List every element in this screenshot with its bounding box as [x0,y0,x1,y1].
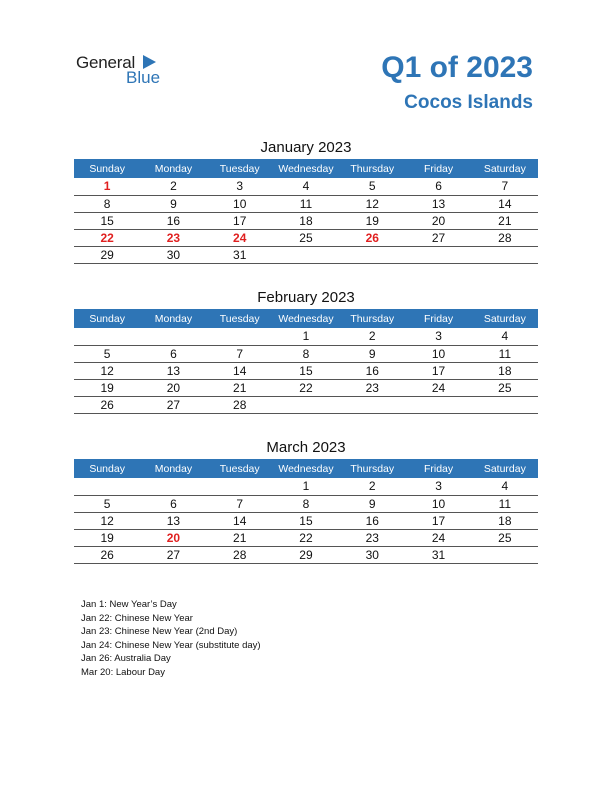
day-cell: 5 [339,178,405,195]
day-cell: 7 [207,495,273,512]
empty-day-cell [472,246,538,263]
page-subtitle: Cocos Islands [404,92,533,113]
weekday-header: Wednesday [273,459,339,478]
empty-day-cell [207,478,273,495]
day-cell: 8 [273,345,339,362]
weekday-header: Sunday [74,459,140,478]
week-row [74,178,538,195]
empty-day-cell [405,396,471,413]
day-cell: 26 [339,229,405,246]
day-cell: 6 [405,178,471,195]
weekday-header-row [74,459,538,478]
day-cell: 7 [472,178,538,195]
month-title: March 2023 [266,439,346,456]
day-cell: 13 [140,362,206,379]
day-cell: 25 [273,229,339,246]
empty-day-cell [273,246,339,263]
week-row [74,345,538,362]
week-row [74,495,538,512]
day-cell: 4 [273,178,339,195]
logo-text-general: General [76,53,136,72]
day-cell: 24 [405,529,471,546]
weekday-header: Friday [405,459,471,478]
day-cell: 14 [207,362,273,379]
day-cell: 3 [405,328,471,345]
week-row [74,396,538,413]
empty-day-cell [74,328,140,345]
day-cell: 3 [405,478,471,495]
logo [76,53,176,89]
day-cell: 17 [405,362,471,379]
day-cell: 19 [74,529,140,546]
day-cell: 28 [472,229,538,246]
week-row [74,328,538,345]
empty-day-cell [472,546,538,563]
day-cell: 1 [273,478,339,495]
day-cell: 16 [140,212,206,229]
day-cell: 15 [273,362,339,379]
weekday-header: Tuesday [207,459,273,478]
day-cell: 22 [273,379,339,396]
day-cell: 16 [339,512,405,529]
weekday-header: Thursday [339,459,405,478]
day-cell: 7 [207,345,273,362]
day-cell: 23 [339,529,405,546]
day-cell: 31 [405,546,471,563]
day-cell: 18 [273,212,339,229]
empty-day-cell [273,396,339,413]
day-cell: 19 [74,379,140,396]
month-grid [74,309,538,414]
week-row [74,512,538,529]
day-cell: 28 [207,396,273,413]
holiday-entry: Jan 23: Chinese New Year (2nd Day) [81,626,238,638]
day-cell: 14 [207,512,273,529]
day-cell: 12 [74,512,140,529]
day-cell: 4 [472,478,538,495]
day-cell: 10 [405,345,471,362]
day-cell: 10 [207,195,273,212]
weekday-header: Friday [405,159,471,178]
week-row [74,478,538,495]
day-cell: 20 [405,212,471,229]
day-cell: 9 [339,495,405,512]
day-cell: 20 [140,379,206,396]
day-cell: 17 [405,512,471,529]
empty-day-cell [472,396,538,413]
day-cell: 8 [74,195,140,212]
day-cell: 13 [405,195,471,212]
day-cell: 24 [405,379,471,396]
day-cell: 19 [339,212,405,229]
week-row [74,246,538,263]
logo-flag-icon [143,55,156,69]
weekday-header: Thursday [339,159,405,178]
week-row [74,229,538,246]
holiday-entry: Jan 26: Australia Day [81,653,171,665]
holiday-entry: Mar 20: Labour Day [81,666,165,678]
weekday-header: Wednesday [273,309,339,328]
weekday-header: Saturday [472,159,538,178]
day-cell: 23 [339,379,405,396]
empty-day-cell [339,396,405,413]
empty-day-cell [207,328,273,345]
day-cell: 21 [207,529,273,546]
empty-day-cell [339,246,405,263]
day-cell: 15 [74,212,140,229]
day-cell: 9 [140,195,206,212]
day-cell: 26 [74,396,140,413]
day-cell: 10 [405,495,471,512]
weekday-header: Sunday [74,309,140,328]
weekday-header: Sunday [74,159,140,178]
day-cell: 9 [339,345,405,362]
day-cell: 30 [140,246,206,263]
day-cell: 28 [207,546,273,563]
empty-day-cell [405,246,471,263]
page-title: Q1 of 2023 [381,51,533,84]
day-cell: 2 [339,478,405,495]
day-cell: 26 [74,546,140,563]
day-cell: 14 [472,195,538,212]
day-cell: 17 [207,212,273,229]
month-grid [74,159,538,264]
weekday-header: Monday [140,459,206,478]
week-row [74,212,538,229]
day-cell: 30 [339,546,405,563]
day-cell: 13 [140,512,206,529]
day-cell: 16 [339,362,405,379]
month-calendar [74,137,538,264]
empty-day-cell [140,478,206,495]
weekday-header: Monday [140,309,206,328]
month-grid [74,459,538,564]
day-cell: 5 [74,345,140,362]
weekday-header: Monday [140,159,206,178]
day-cell: 29 [74,246,140,263]
weekday-header: Tuesday [207,159,273,178]
month-title: February 2023 [257,289,355,306]
day-cell: 18 [472,362,538,379]
empty-day-cell [74,478,140,495]
day-cell: 27 [405,229,471,246]
month-calendar [74,287,538,414]
day-cell: 4 [472,328,538,345]
day-cell: 12 [74,362,140,379]
day-cell: 2 [140,178,206,195]
day-cell: 18 [472,512,538,529]
week-row [74,546,538,563]
holiday-entry: Jan 1: New Year’s Day [81,599,177,610]
logo-text-blue: Blue [126,68,161,87]
weekday-header: Saturday [472,309,538,328]
week-row [74,195,538,212]
weekday-header: Wednesday [273,159,339,178]
week-row [74,529,538,546]
week-row [74,379,538,396]
day-cell: 31 [207,246,273,263]
day-cell: 11 [472,345,538,362]
day-cell: 3 [207,178,273,195]
weekday-header: Tuesday [207,309,273,328]
day-cell: 11 [472,495,538,512]
day-cell: 20 [140,529,206,546]
day-cell: 29 [273,546,339,563]
day-cell: 21 [207,379,273,396]
day-cell: 25 [472,379,538,396]
month-title: January 2023 [260,139,352,156]
weekday-header: Thursday [339,309,405,328]
day-cell: 2 [339,328,405,345]
day-cell: 23 [140,229,206,246]
day-cell: 25 [472,529,538,546]
empty-day-cell [140,328,206,345]
week-row [74,362,538,379]
day-cell: 21 [472,212,538,229]
weekday-header-row [74,159,538,178]
weekday-header: Saturday [472,459,538,478]
holiday-list [81,598,261,680]
day-cell: 27 [140,546,206,563]
day-cell: 15 [273,512,339,529]
holiday-entry: Jan 22: Chinese New Year [81,612,193,624]
day-cell: 1 [74,178,140,195]
month-calendar [74,437,538,564]
day-cell: 11 [273,195,339,212]
day-cell: 12 [339,195,405,212]
day-cell: 1 [273,328,339,345]
day-cell: 6 [140,495,206,512]
day-cell: 6 [140,345,206,362]
day-cell: 5 [74,495,140,512]
day-cell: 27 [140,396,206,413]
day-cell: 24 [207,229,273,246]
day-cell: 22 [273,529,339,546]
weekday-header: Friday [405,309,471,328]
weekday-header-row [74,309,538,328]
day-cell: 8 [273,495,339,512]
holiday-entry: Jan 24: Chinese New Year (substitute day) [81,639,261,651]
day-cell: 22 [74,229,140,246]
